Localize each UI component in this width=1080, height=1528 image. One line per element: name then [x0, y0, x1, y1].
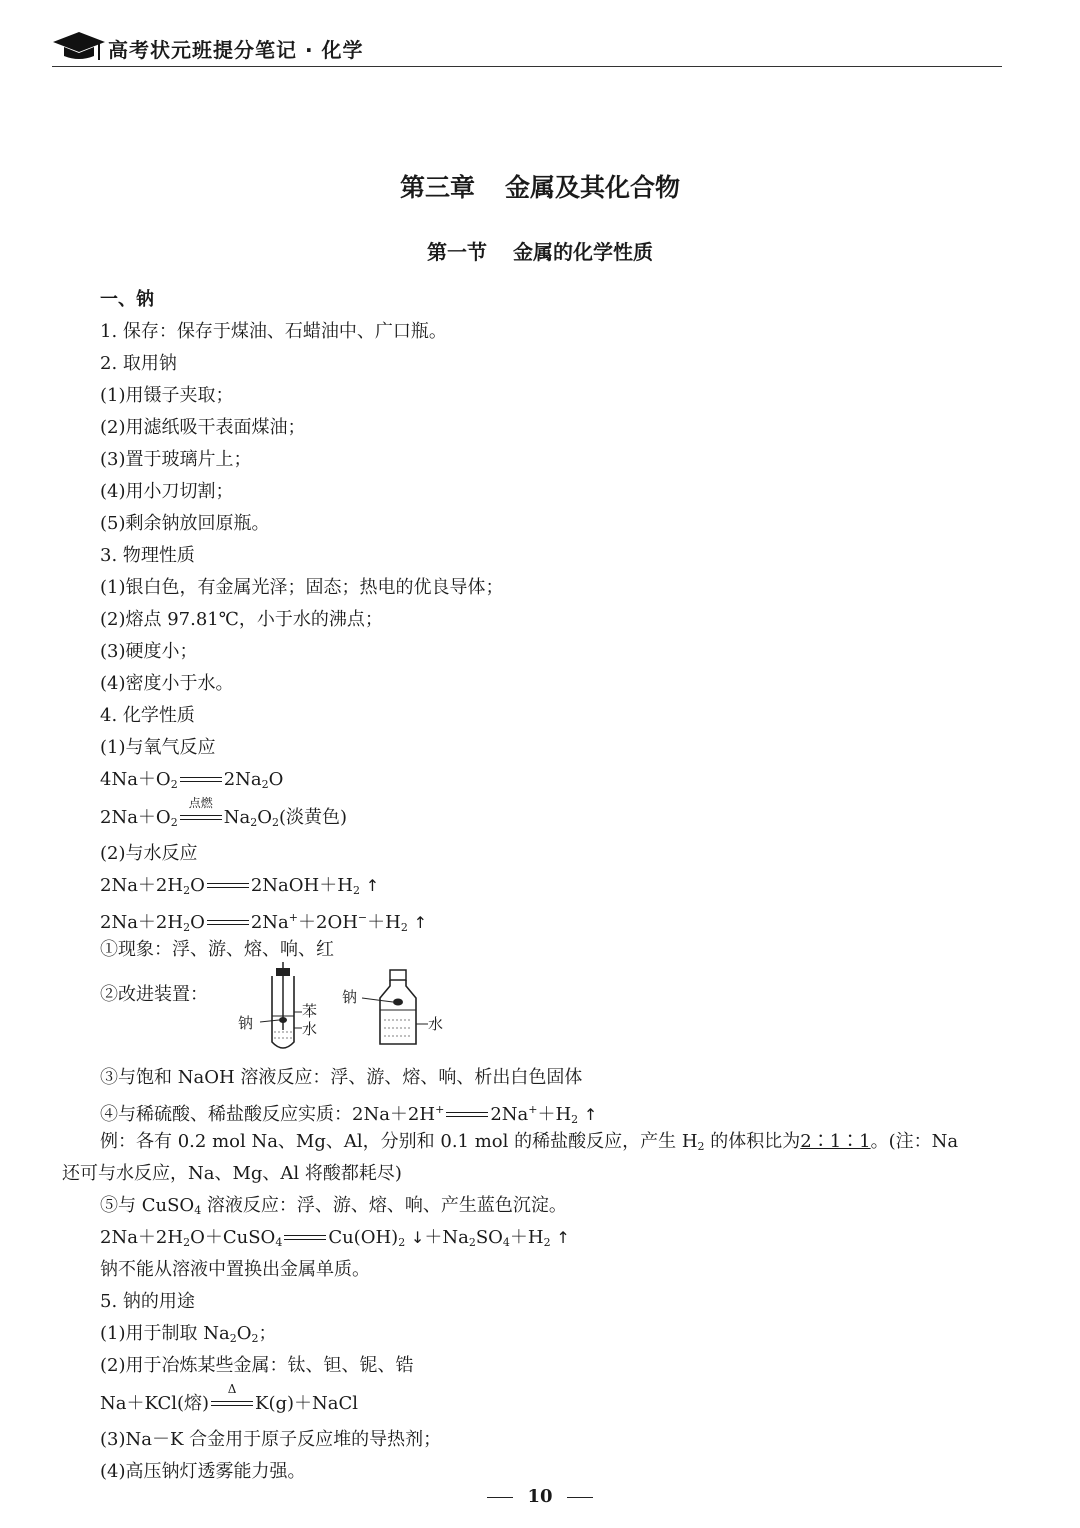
phenomenon-text: ①现象：浮、游、熔、响、红: [100, 939, 334, 960]
storage-text: 1. 保存：保存于煤油、石蜡油中、广口瓶。: [100, 321, 447, 342]
precipitate-down-arrow-icon: ↓: [410, 1228, 425, 1247]
condition-heat: Δ: [227, 1382, 237, 1396]
equation-6: Na＋KCl(熔) Δ K(g)＋NaCl: [100, 1382, 359, 1414]
example-line-1: 例：各有 0.2 mol Na、Mg、Al，分别和 0.1 mol 的稀盐酸反应，产生 $H_2$ 的体积比为2∶1∶1。(注：Na: [100, 1131, 959, 1153]
subheading-physical: 3. 物理性质: [100, 545, 195, 566]
note-text: 钠不能从溶液中置换出金属单质。: [100, 1259, 370, 1280]
page-content: [62, 284, 1010, 1488]
sodium-label: 钠: [342, 990, 358, 1006]
section-title: [0, 236, 1080, 265]
acid-reaction-text: ④与稀硫酸、稀盐酸反应实质：2Na＋2H+ $2Na^++H_2$ ↑: [100, 1103, 598, 1126]
list-item: (1)银白色，有金属光泽；固态；热电的优良导体；: [100, 577, 504, 598]
list-item: (2)用于冶炼某些金属：钛、钽、铌、锆: [100, 1355, 414, 1376]
footer-dash: [487, 1497, 513, 1498]
subheading-chemical: 4. 化学性质: [100, 705, 195, 726]
list-item: (4)用小刀切割；: [100, 481, 234, 502]
section-number: 第一节: [427, 240, 487, 264]
water-label: 水: [302, 1022, 318, 1038]
subheading-oxygen: (1)与氧气反应: [100, 737, 216, 758]
equation-2: $2Na+O_2$ 点燃 $Na_2O_2$(淡黄色): [100, 796, 347, 829]
gas-up-arrow-icon: ↑: [556, 1228, 570, 1247]
equation-1: $4Na+O_2$ $2Na_2O$: [100, 769, 284, 791]
list-item: (1)用于制取 $Na_2O_2$；: [100, 1323, 277, 1345]
example-line-2: 还可与水反应，Na、Mg、Al 将酸都耗尽): [62, 1163, 402, 1184]
header-rule: [52, 66, 1002, 67]
subheading-handling: 2. 取用钠: [100, 353, 177, 374]
sodium-label: 钠: [238, 1016, 254, 1032]
naoh-reaction-text: ③与饱和 NaOH 溶液反应：浮、游、熔、响、析出白色固体: [100, 1067, 583, 1088]
list-item: (2)用滤纸吸干表面煤油；: [100, 417, 306, 438]
water-label: 水: [428, 1017, 444, 1033]
list-item: (1)用镊子夹取；: [100, 385, 234, 406]
footer-dash: [567, 1497, 593, 1498]
example-paragraph: [62, 1126, 1010, 1190]
equation-3: $2Na+2H_2O$ $2NaOH+H_2$ ↑: [100, 875, 380, 897]
cuso4-reaction-text: ⑤与 CuSO$_4$ 溶液反应：浮、游、熔、响、产生蓝色沉淀。: [100, 1195, 567, 1217]
benzene-label: 苯: [302, 1004, 318, 1020]
equation-5: $2Na+2H_2O+CuSO_4$ $Cu(OH)_2$ $↓+Na_2SO_4+H_2$ ↑: [100, 1227, 570, 1249]
gas-up-arrow-icon: ↑: [365, 876, 380, 895]
list-item: (3)置于玻璃片上；: [100, 449, 252, 470]
apparatus-figure: [100, 966, 1010, 1062]
list-item: (3)硬度小；: [100, 641, 198, 662]
header-title: 高考状元班提分笔记 · 化学: [108, 38, 364, 62]
list-item: (3)Na－K 合金用于原子反应堆的导热剂；: [100, 1429, 442, 1450]
page-header: [52, 26, 1002, 70]
graduation-cap-icon: [52, 30, 106, 64]
gas-up-arrow-icon: ↑: [413, 913, 427, 932]
list-item: (4)密度小于水。: [100, 673, 234, 694]
page-footer: [0, 1486, 1080, 1507]
list-item: (4)高压钠灯透雾能力强。: [100, 1461, 306, 1482]
equation-4: $2Na+2H_2O$ $2Na^++2OH^-+H_2$ ↑: [100, 911, 427, 934]
list-item: (5)剩余钠放回原瓶。: [100, 513, 270, 534]
page-number: 10: [527, 1486, 553, 1507]
apparatus-diagram: [238, 962, 478, 1062]
section-name: 金属的化学性质: [513, 240, 653, 264]
condition-ignite: 点燃: [188, 796, 213, 810]
chapter-title: [0, 168, 1080, 204]
subheading-water: (2)与水反应: [100, 843, 198, 864]
ratio-answer: 2∶1∶1: [800, 1131, 871, 1152]
apparatus-label: ②改进装置：: [100, 984, 208, 1005]
chapter-number: 第三章: [399, 173, 475, 202]
list-item: (2)熔点 97.81℃，小于水的沸点；: [100, 609, 383, 630]
heading-sodium: 一、钠: [100, 289, 154, 310]
subheading-uses: 5. 钠的用途: [100, 1291, 195, 1312]
chapter-name: 金属及其化合物: [505, 173, 681, 202]
gas-up-arrow-icon: ↑: [583, 1105, 598, 1124]
